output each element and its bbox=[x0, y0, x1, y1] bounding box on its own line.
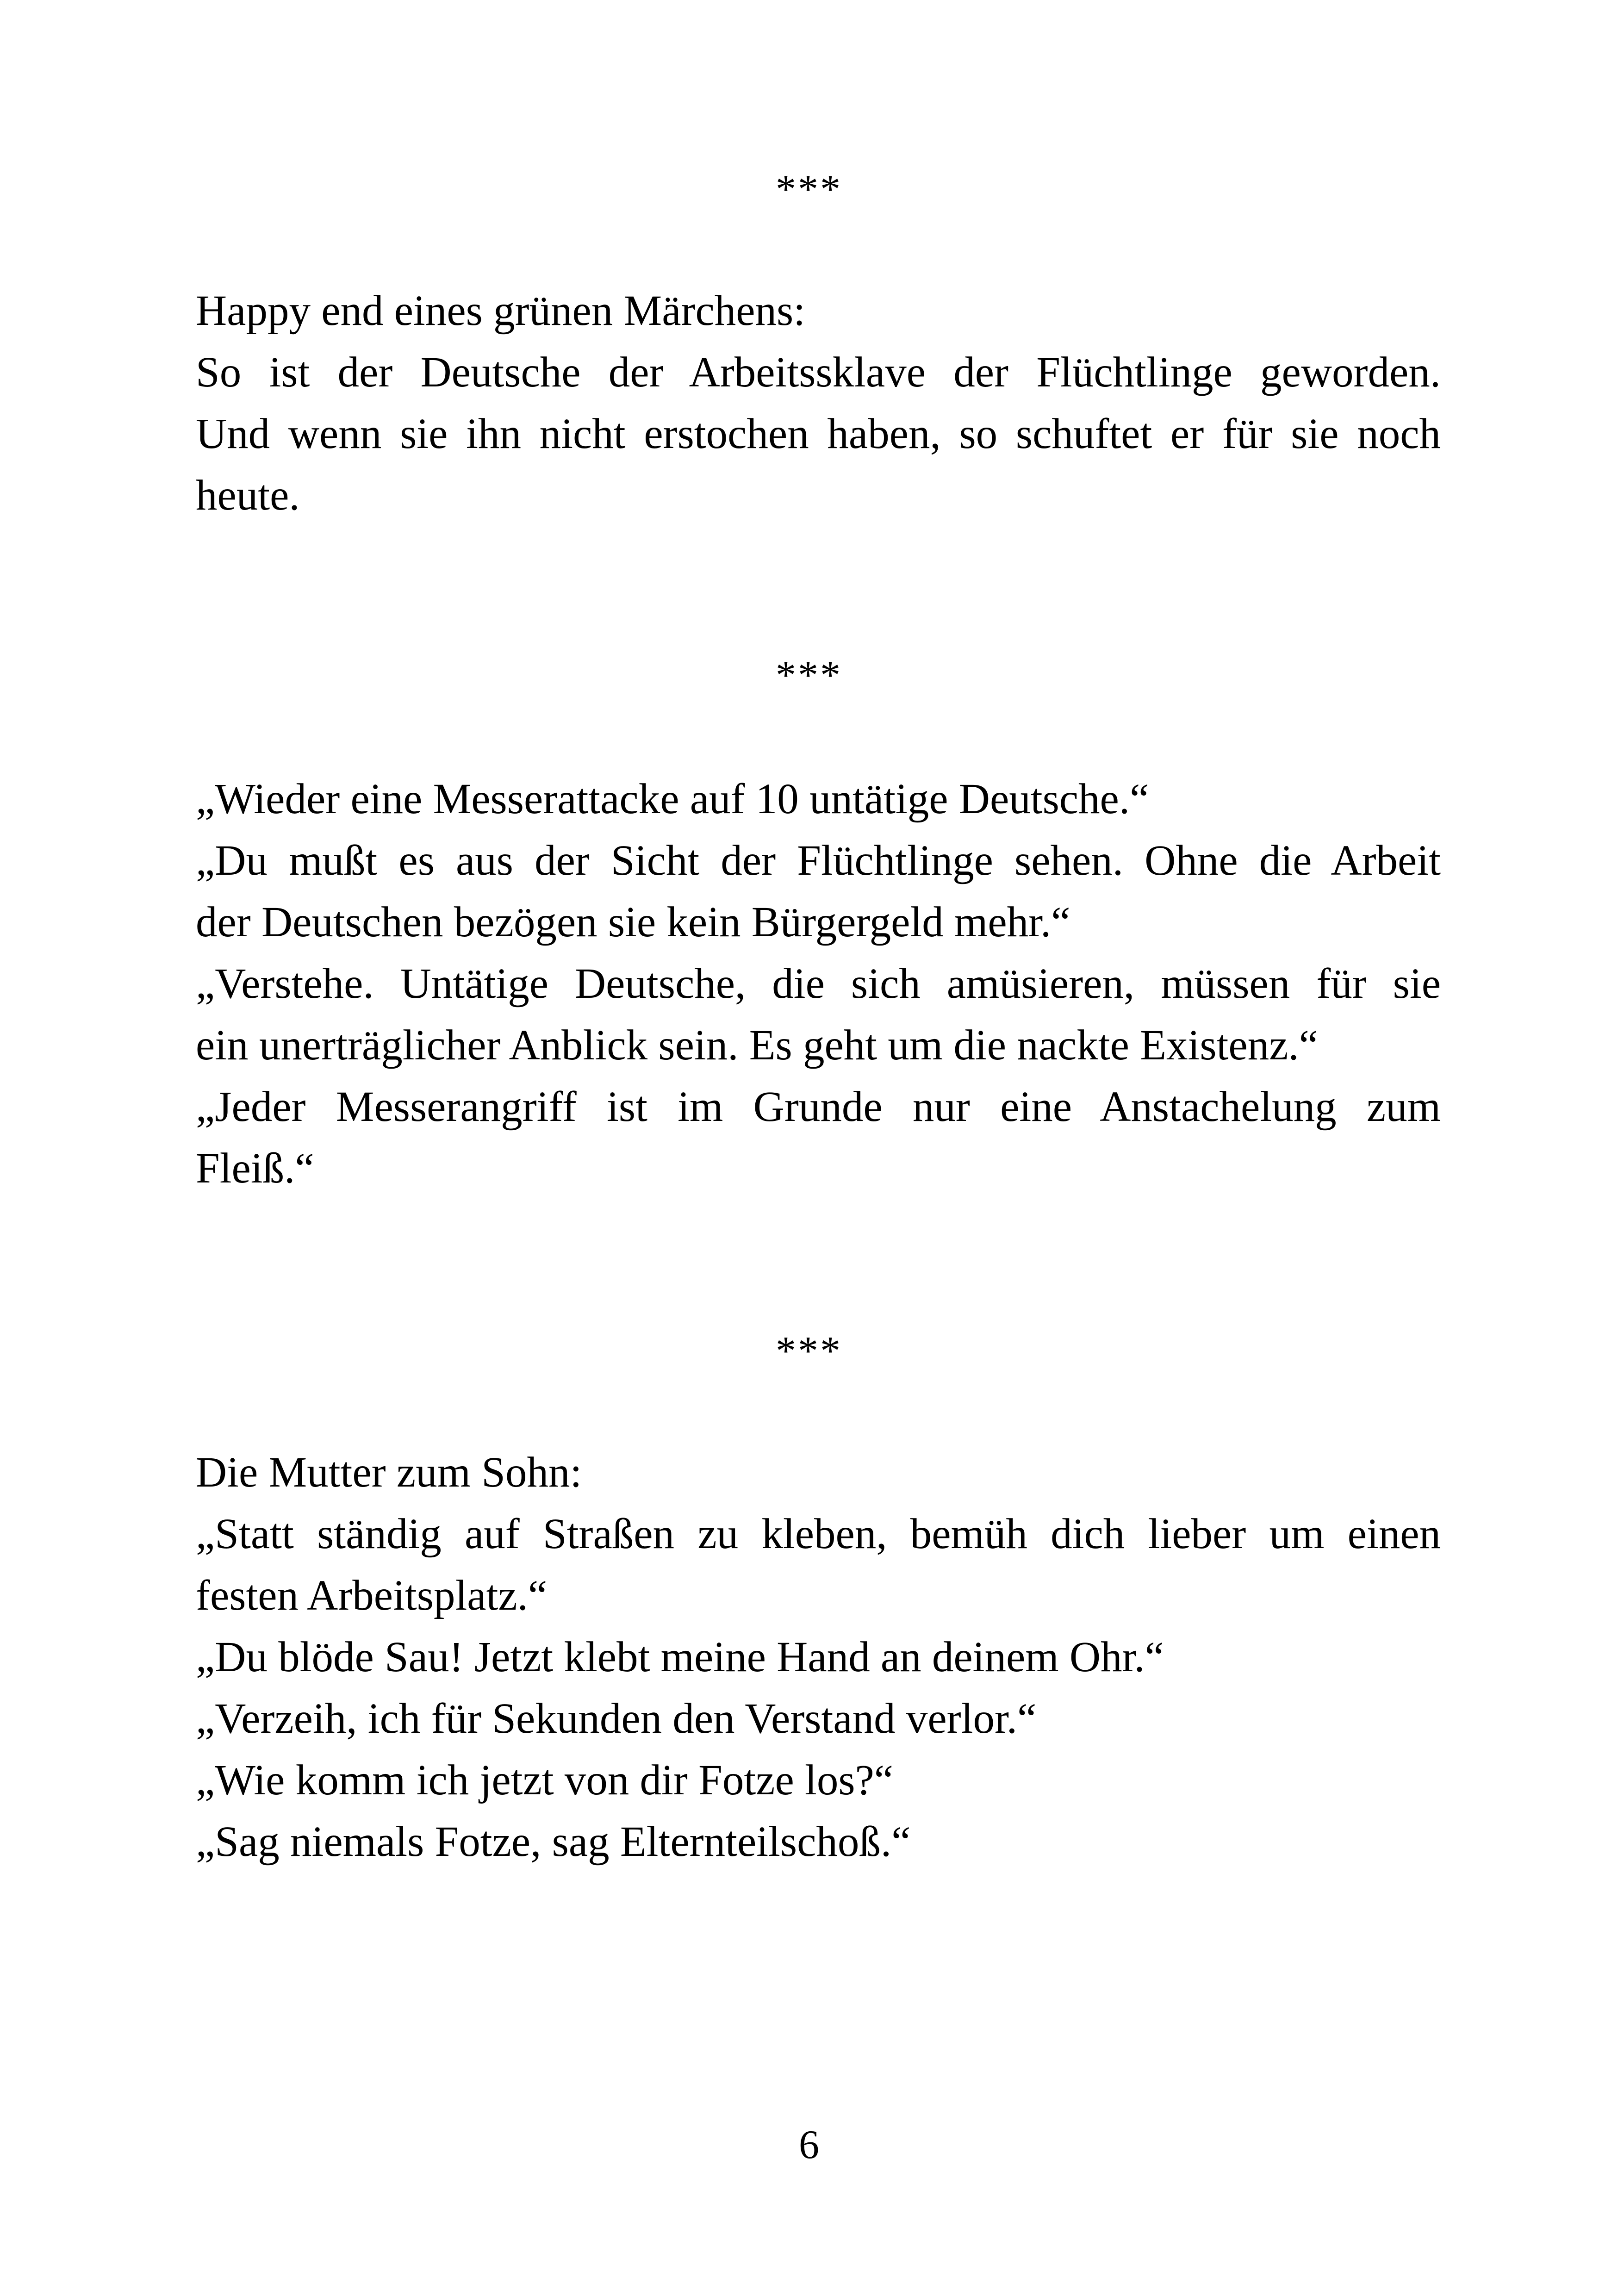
text-line: „Sag niemals Fotze, sag Elternteilschoß.“ bbox=[196, 1818, 911, 1866]
text-block-fairy-tale bbox=[196, 280, 1441, 526]
text-line: Happy end eines grünen Märchens: bbox=[196, 287, 806, 335]
text-line: „Du mußt es aus der Sicht der Flüchtlinge sehen. Ohne die Arbeit bbox=[196, 837, 1441, 884]
text-line: „Jeder Messerangriff ist im Grunde nur eine Anstachelung zum bbox=[196, 1083, 1441, 1131]
text-line: heute. bbox=[196, 472, 300, 519]
text-line: „Verzeih, ich für Sekunden den Verstand verlor.“ bbox=[196, 1695, 1037, 1742]
text-line: „Statt ständig auf Straßen zu kleben, bemüh dich lieber um einen bbox=[196, 1510, 1441, 1558]
text-line: ein unerträglicher Anblick sein. Es geht um die nackte Existenz.“ bbox=[196, 1021, 1318, 1069]
section-separator: *** bbox=[776, 1329, 842, 1374]
text-block-dialogue-knife bbox=[196, 768, 1441, 1199]
section-separator: *** bbox=[776, 653, 842, 698]
text-line: der Deutschen bezögen sie kein Bürgergeld mehr.“ bbox=[196, 898, 1070, 946]
text-line: So ist der Deutsche der Arbeitssklave der Flüchtlinge geworden. bbox=[196, 348, 1441, 396]
page-number: 6 bbox=[799, 2122, 819, 2167]
text-line: Und wenn sie ihn nicht erstochen haben, so schuftet er für sie noch bbox=[196, 410, 1441, 458]
text-line: festen Arbeitsplatz.“ bbox=[196, 1572, 548, 1619]
text-line: „Du blöde Sau! Jetzt klebt meine Hand an deinem Ohr.“ bbox=[196, 1633, 1164, 1681]
text-line: „Verstehe. Untätige Deutsche, die sich amüsieren, müssen für sie bbox=[196, 960, 1441, 1008]
section-separator: *** bbox=[776, 167, 842, 212]
text-line: „Wieder eine Messerattacke auf 10 untätige Deutsche.“ bbox=[196, 775, 1149, 823]
text-line: „Wie komm ich jetzt von dir Fotze los?“ bbox=[196, 1756, 894, 1804]
text-line: Fleiß.“ bbox=[196, 1145, 314, 1192]
text-block-mother-son bbox=[196, 1442, 1441, 1873]
text-line: Die Mutter zum Sohn: bbox=[196, 1449, 582, 1496]
